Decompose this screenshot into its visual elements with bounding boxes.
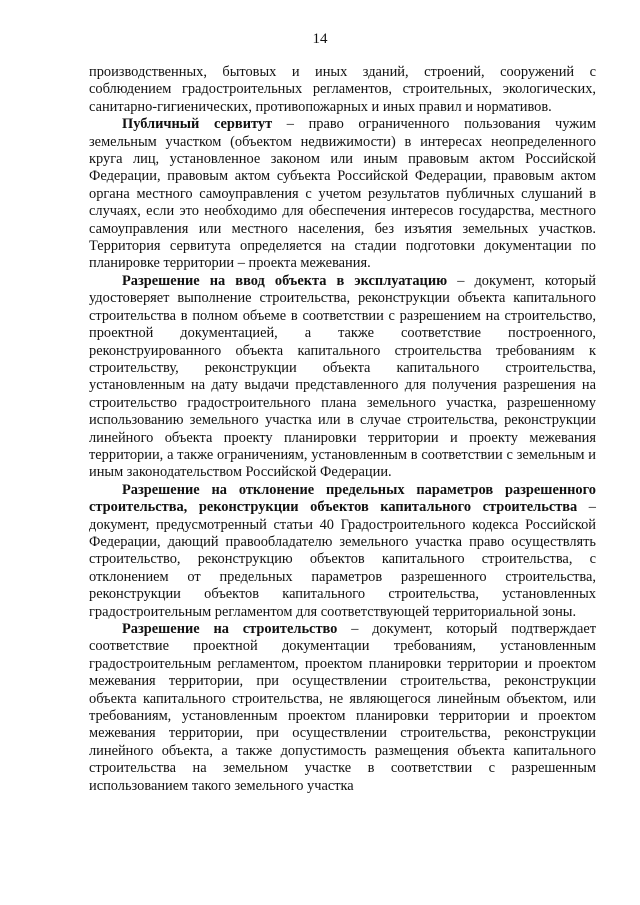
paragraph-text: – документ, который подтверждает соответствие проектной документации требованиям, установленным градостроительным регламентом, проектом планировки территории и проектом межевания территории, при осуществлении строительства, реконструкции объекта капитального строительства, не являющегося линейным объектом, или требованиям, установленным проектом планировки территории и проектом межевания территории, при осуществлении строительства, реконструкции линейного объекта, а также допустимость размещения объекта капитального строительства на земельном участке в соответствии с разрешенным использованием такого земельного участка	[89, 621, 597, 794]
paragraph-construction-permit	[89, 621, 596, 795]
paragraph-deviation-permit	[89, 482, 596, 621]
page-number: 14	[312, 31, 328, 47]
body-text	[89, 64, 596, 795]
term-heading: Разрешение на отклонение предельных параметров разрешенного строительства, реконструкции объектов капитального строительства	[89, 481, 596, 516]
paragraph-public-servitude	[89, 116, 596, 273]
paragraph-text: – документ, который удостоверяет выполнение строительства, реконструкции объекта капитального строительства в полном объеме в соответствии с разрешением на строительство, проектной документацией, а также соответствие построенного, реконструированного объекта капитального строительства требованиям к строительству, реконструкции объекта капитального строительства, установленным на дату выдачи представленного для получения разрешения на строительство градостроительного плана земельного участка, разрешенному использованию земельного участка или в случае строительства, реконструкции линейного объекта проекту планировки территории и проекту межевания территории, а также ограничениям, установленным в соответствии с земельным и иным законодательством Российской Федерации.	[89, 272, 596, 481]
paragraph-continuation	[89, 64, 596, 116]
paragraph-text: производственных, бытовых и иных зданий, строений, сооружений с соблюдением градостроительных регламентов, строительных, экологических, санитарно-гигиенических, противопожарных и иных правил и нормативов.	[89, 64, 596, 115]
term-heading: Публичный сервитут	[122, 116, 273, 133]
term-heading: Разрешение на ввод объекта в эксплуатацию	[122, 272, 448, 289]
paragraph-text: – документ, предусмотренный статьи 40 Градостроительного кодекса Российской Федерации, дающий правообладателю земельного участка право осуществлять строительство, реконструкцию объектов капитального строительства, с отклонением от предельных параметров разрешенного строительства, реконструкции объектов капитального строительства, установленных градостроительным регламентом для соответствующей территориальной зоны.	[89, 499, 596, 620]
paragraph-commissioning-permit	[89, 273, 596, 482]
term-heading: Разрешение на строительство	[122, 621, 338, 637]
paragraph-text: – право ограниченного пользования чужим земельным участком (объектом недвижимости) в интересах неопределенного круга лиц, установленное законом или иным правовым актом Российской Федерации, правовым актом субъекта Российской Федерации, правовым актом органа местного самоуправления с учетом результатов публичных слушаний в случаях, если это необходимо для обеспечения интересов государства, местного самоуправления или местного населения, без изъятия земельных участков. Территория сервитута определяется на стадии подготовки документации по планировке территории – проекта межевания.	[89, 116, 596, 272]
